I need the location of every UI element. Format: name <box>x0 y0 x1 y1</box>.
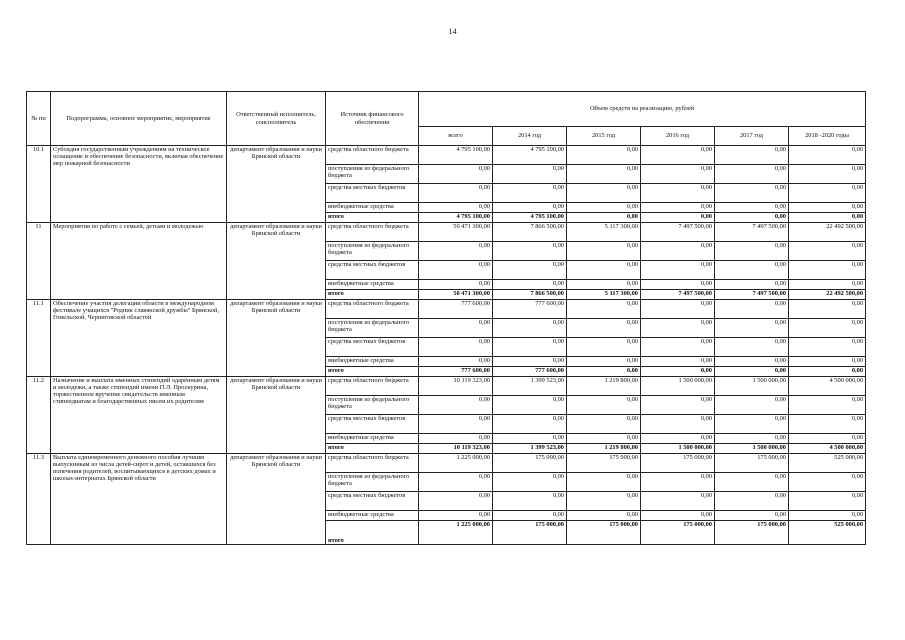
amount-cell: 0,00 <box>641 184 715 203</box>
amount-cell: 10 119 323,00 <box>419 377 493 396</box>
amount-cell: 0,00 <box>567 367 641 377</box>
amount-cell: 22 492 500,00 <box>789 223 866 242</box>
amount-cell: 0,00 <box>567 492 641 511</box>
funding-source: средства областного бюджета <box>326 223 419 242</box>
amount-cell: 1 500 000,00 <box>715 377 789 396</box>
amount-cell: 0,00 <box>789 338 866 357</box>
table-body <box>27 146 866 545</box>
amount-cell: 4 500 000,00 <box>789 444 866 454</box>
funding-source: итого <box>326 521 419 545</box>
amount-cell: 175 000,00 <box>641 454 715 473</box>
amount-cell: 0,00 <box>493 319 567 338</box>
amount-cell: 0,00 <box>715 319 789 338</box>
amount-cell: 0,00 <box>789 511 866 521</box>
amount-cell: 5 117 300,00 <box>567 290 641 300</box>
amount-cell: 777 600,00 <box>419 300 493 319</box>
executor: департамент образования и науки Брянской области <box>227 300 326 377</box>
amount-cell: 5 117 300,00 <box>567 223 641 242</box>
amount-cell: 0,00 <box>789 434 866 444</box>
amount-cell: 0,00 <box>493 511 567 521</box>
amount-cell: 0,00 <box>641 415 715 434</box>
funding-source: внебюджетные средства <box>326 280 419 290</box>
amount-cell: 0,00 <box>493 357 567 367</box>
funding-source: средства местных бюджетов <box>326 338 419 357</box>
funding-source: средства областного бюджета <box>326 300 419 319</box>
amount-cell: 0,00 <box>715 203 789 213</box>
executor: департамент образования и науки Брянской области <box>227 146 326 223</box>
amount-cell: 0,00 <box>419 242 493 261</box>
funding-source: средства местных бюджетов <box>326 415 419 434</box>
amount-cell: 175 000,00 <box>715 454 789 473</box>
amount-cell: 7 497 500,00 <box>715 290 789 300</box>
amount-cell: 0,00 <box>641 434 715 444</box>
amount-cell: 7 866 500,00 <box>493 290 567 300</box>
amount-cell: 7 866 500,00 <box>493 223 567 242</box>
row-number: 11.3 <box>27 454 51 545</box>
program-name: Назначение и выплата именных стипендий одарённым детям и молодежи, а также стипендий имени П.Л. Проскурина, торжественное вручение свидетельств именным стипендиатам и благодарственных писем их родителям <box>51 377 227 454</box>
amount-cell: 0,00 <box>419 319 493 338</box>
amount-cell: 0,00 <box>641 146 715 165</box>
amount-cell: 1 500 000,00 <box>715 444 789 454</box>
funding-source: средства местных бюджетов <box>326 261 419 280</box>
amount-cell: 0,00 <box>567 165 641 184</box>
amount-cell: 0,00 <box>419 165 493 184</box>
header-num: № пп <box>27 92 51 146</box>
table-row <box>27 454 866 473</box>
amount-cell: 525 000,00 <box>789 521 866 545</box>
amount-cell: 0,00 <box>493 415 567 434</box>
table-row <box>27 377 866 396</box>
amount-cell: 0,00 <box>641 367 715 377</box>
amount-cell: 1 219 800,00 <box>567 377 641 396</box>
amount-cell: 0,00 <box>567 280 641 290</box>
amount-cell: 4 500 000,00 <box>789 377 866 396</box>
amount-cell: 0,00 <box>567 338 641 357</box>
amount-cell: 0,00 <box>715 434 789 444</box>
amount-cell: 0,00 <box>419 338 493 357</box>
amount-cell: 0,00 <box>789 319 866 338</box>
amount-cell: 7 497 500,00 <box>715 223 789 242</box>
amount-cell: 0,00 <box>493 203 567 213</box>
amount-cell: 175 000,00 <box>567 521 641 545</box>
amount-cell: 0,00 <box>419 357 493 367</box>
amount-cell: 0,00 <box>715 396 789 415</box>
amount-cell: 525 000,00 <box>789 454 866 473</box>
amount-cell: 0,00 <box>567 184 641 203</box>
funding-source: итого <box>326 367 419 377</box>
amount-cell: 0,00 <box>641 473 715 492</box>
amount-cell: 0,00 <box>419 184 493 203</box>
amount-cell: 0,00 <box>789 184 866 203</box>
amount-cell: 0,00 <box>419 261 493 280</box>
amount-cell: 0,00 <box>567 511 641 521</box>
amount-cell: 0,00 <box>567 146 641 165</box>
amount-cell: 0,00 <box>419 415 493 434</box>
table-row <box>27 223 866 242</box>
amount-cell: 0,00 <box>641 357 715 367</box>
amount-cell: 0,00 <box>641 511 715 521</box>
funding-source: поступления из федерального бюджета <box>326 242 419 261</box>
funding-source: средства местных бюджетов <box>326 492 419 511</box>
amount-cell: 777 600,00 <box>493 300 567 319</box>
header-source: Источник финансового обеспечения <box>326 92 419 146</box>
funding-source: поступления из федерального бюджета <box>326 396 419 415</box>
amount-cell: 0,00 <box>493 396 567 415</box>
table-row <box>27 146 866 165</box>
amount-cell: 0,00 <box>789 415 866 434</box>
header-year: 2017 год <box>715 127 789 146</box>
budget-table <box>26 91 866 545</box>
amount-cell: 0,00 <box>493 165 567 184</box>
funding-source: средства местных бюджетов <box>326 184 419 203</box>
program-name: Мероприятия по работе с семьей, детьми и молодежью <box>51 223 227 300</box>
amount-cell: 0,00 <box>567 261 641 280</box>
amount-cell: 0,00 <box>641 261 715 280</box>
funding-source: средства областного бюджета <box>326 454 419 473</box>
header-executor: Ответственный исполнитель, соисполнитель <box>227 92 326 146</box>
amount-cell: 0,00 <box>715 338 789 357</box>
row-number: 10.1 <box>27 146 51 223</box>
header-program: Подпрограмма, основное мероприятие, мероприятие <box>51 92 227 146</box>
header-year: 2014 год <box>493 127 567 146</box>
header-year: всего <box>419 127 493 146</box>
funding-source: внебюджетные средства <box>326 203 419 213</box>
amount-cell: 175 000,00 <box>715 521 789 545</box>
amount-cell: 0,00 <box>419 396 493 415</box>
amount-cell: 0,00 <box>715 492 789 511</box>
funding-source: внебюджетные средства <box>326 357 419 367</box>
header-volume: Объем средств на реализацию, рублей <box>419 92 866 127</box>
amount-cell: 1 500 000,00 <box>641 444 715 454</box>
row-number: 11.2 <box>27 377 51 454</box>
amount-cell: 0,00 <box>567 473 641 492</box>
amount-cell: 7 497 500,00 <box>641 290 715 300</box>
amount-cell: 0,00 <box>641 213 715 223</box>
amount-cell: 1 219 800,00 <box>567 444 641 454</box>
header-year: 2015 год <box>567 127 641 146</box>
amount-cell: 0,00 <box>715 165 789 184</box>
amount-cell: 0,00 <box>789 473 866 492</box>
funding-source: итого <box>326 444 419 454</box>
header-year: 2018 -2020 годы <box>789 127 866 146</box>
amount-cell: 0,00 <box>641 319 715 338</box>
amount-cell: 0,00 <box>567 434 641 444</box>
amount-cell: 175 000,00 <box>493 521 567 545</box>
amount-cell: 777 600,00 <box>419 367 493 377</box>
amount-cell: 0,00 <box>715 367 789 377</box>
amount-cell: 0,00 <box>715 242 789 261</box>
amount-cell: 0,00 <box>641 492 715 511</box>
amount-cell: 0,00 <box>789 165 866 184</box>
funding-source: внебюджетные средства <box>326 511 419 521</box>
amount-cell: 0,00 <box>715 415 789 434</box>
funding-source: итого <box>326 213 419 223</box>
amount-cell: 1 225 000,00 <box>419 521 493 545</box>
amount-cell: 0,00 <box>715 357 789 367</box>
amount-cell: 0,00 <box>715 261 789 280</box>
amount-cell: 0,00 <box>567 213 641 223</box>
amount-cell: 0,00 <box>789 300 866 319</box>
funding-source: внебюджетные средства <box>326 434 419 444</box>
program-name: Выплата единовременного денежного пособия лучшим выпускникам из числа детей-сирот и детей, оставшихся без попечения родителей, воспитывающихся в детских домах и школах-интернатах Брянской области <box>51 454 227 545</box>
row-number: 11.1 <box>27 300 51 377</box>
amount-cell: 0,00 <box>715 213 789 223</box>
program-name: Субсидия государственным учреждениям на техническое оснащение и обеспечение безопасности, включая обеспечение мер пожарной безопасности <box>51 146 227 223</box>
amount-cell: 0,00 <box>493 492 567 511</box>
amount-cell: 0,00 <box>789 367 866 377</box>
amount-cell: 0,00 <box>641 280 715 290</box>
amount-cell: 0,00 <box>789 357 866 367</box>
executor: департамент образования и науки Брянской области <box>227 377 326 454</box>
amount-cell: 0,00 <box>715 473 789 492</box>
amount-cell: 4 795 100,00 <box>419 146 493 165</box>
amount-cell: 0,00 <box>419 434 493 444</box>
amount-cell: 4 795 100,00 <box>493 146 567 165</box>
amount-cell: 1 399 523,00 <box>493 444 567 454</box>
amount-cell: 22 492 500,00 <box>789 290 866 300</box>
amount-cell: 0,00 <box>419 492 493 511</box>
amount-cell: 0,00 <box>567 415 641 434</box>
amount-cell: 175 000,00 <box>641 521 715 545</box>
amount-cell: 10 119 323,00 <box>419 444 493 454</box>
amount-cell: 7 497 500,00 <box>641 223 715 242</box>
amount-cell: 50 471 300,00 <box>419 223 493 242</box>
amount-cell: 0,00 <box>789 213 866 223</box>
amount-cell: 0,00 <box>419 280 493 290</box>
funding-source: поступления из федерального бюджета <box>326 473 419 492</box>
funding-source: итого <box>326 290 419 300</box>
funding-source: средства областного бюджета <box>326 377 419 396</box>
amount-cell: 0,00 <box>789 203 866 213</box>
program-name: Обеспечение участия делегации области в международном фестивале учащихся "Родник славянской дружбы" Брянской, Гомельской, Черниговской областей <box>51 300 227 377</box>
amount-cell: 175 000,00 <box>493 454 567 473</box>
amount-cell: 0,00 <box>567 300 641 319</box>
amount-cell: 0,00 <box>641 165 715 184</box>
amount-cell: 0,00 <box>715 184 789 203</box>
amount-cell: 1 225 000,00 <box>419 454 493 473</box>
funding-source: средства областного бюджета <box>326 146 419 165</box>
funding-source: поступления из федерального бюджета <box>326 319 419 338</box>
amount-cell: 4 795 100,00 <box>419 213 493 223</box>
executor: департамент образования и науки Брянской области <box>227 454 326 545</box>
amount-cell: 4 795 100,00 <box>493 213 567 223</box>
amount-cell: 0,00 <box>419 473 493 492</box>
amount-cell: 175 000,00 <box>567 454 641 473</box>
amount-cell: 0,00 <box>419 203 493 213</box>
amount-cell: 0,00 <box>419 511 493 521</box>
amount-cell: 0,00 <box>493 280 567 290</box>
amount-cell: 0,00 <box>567 396 641 415</box>
amount-cell: 0,00 <box>641 338 715 357</box>
amount-cell: 0,00 <box>789 280 866 290</box>
amount-cell: 0,00 <box>493 184 567 203</box>
amount-cell: 0,00 <box>493 261 567 280</box>
amount-cell: 0,00 <box>715 146 789 165</box>
amount-cell: 0,00 <box>789 146 866 165</box>
table-row <box>27 300 866 319</box>
amount-cell: 0,00 <box>567 357 641 367</box>
amount-cell: 0,00 <box>567 319 641 338</box>
amount-cell: 1 500 000,00 <box>641 377 715 396</box>
page-number: 14 <box>448 27 457 36</box>
amount-cell: 0,00 <box>493 242 567 261</box>
amount-cell: 0,00 <box>641 203 715 213</box>
amount-cell: 50 471 300,00 <box>419 290 493 300</box>
header-year: 2016 год <box>641 127 715 146</box>
amount-cell: 777 600,00 <box>493 367 567 377</box>
funding-source: поступления из федерального бюджета <box>326 165 419 184</box>
executor: департамент образования и науки Брянской области <box>227 223 326 300</box>
amount-cell: 0,00 <box>641 300 715 319</box>
amount-cell: 0,00 <box>715 300 789 319</box>
amount-cell: 0,00 <box>641 242 715 261</box>
amount-cell: 0,00 <box>493 338 567 357</box>
amount-cell: 0,00 <box>715 511 789 521</box>
amount-cell: 0,00 <box>493 473 567 492</box>
amount-cell: 0,00 <box>789 396 866 415</box>
amount-cell: 0,00 <box>789 242 866 261</box>
amount-cell: 0,00 <box>641 396 715 415</box>
amount-cell: 0,00 <box>789 492 866 511</box>
amount-cell: 0,00 <box>715 280 789 290</box>
amount-cell: 0,00 <box>493 434 567 444</box>
amount-cell: 0,00 <box>567 242 641 261</box>
amount-cell: 1 399 523,00 <box>493 377 567 396</box>
row-number: 11 <box>27 223 51 300</box>
amount-cell: 0,00 <box>567 203 641 213</box>
amount-cell: 0,00 <box>789 261 866 280</box>
